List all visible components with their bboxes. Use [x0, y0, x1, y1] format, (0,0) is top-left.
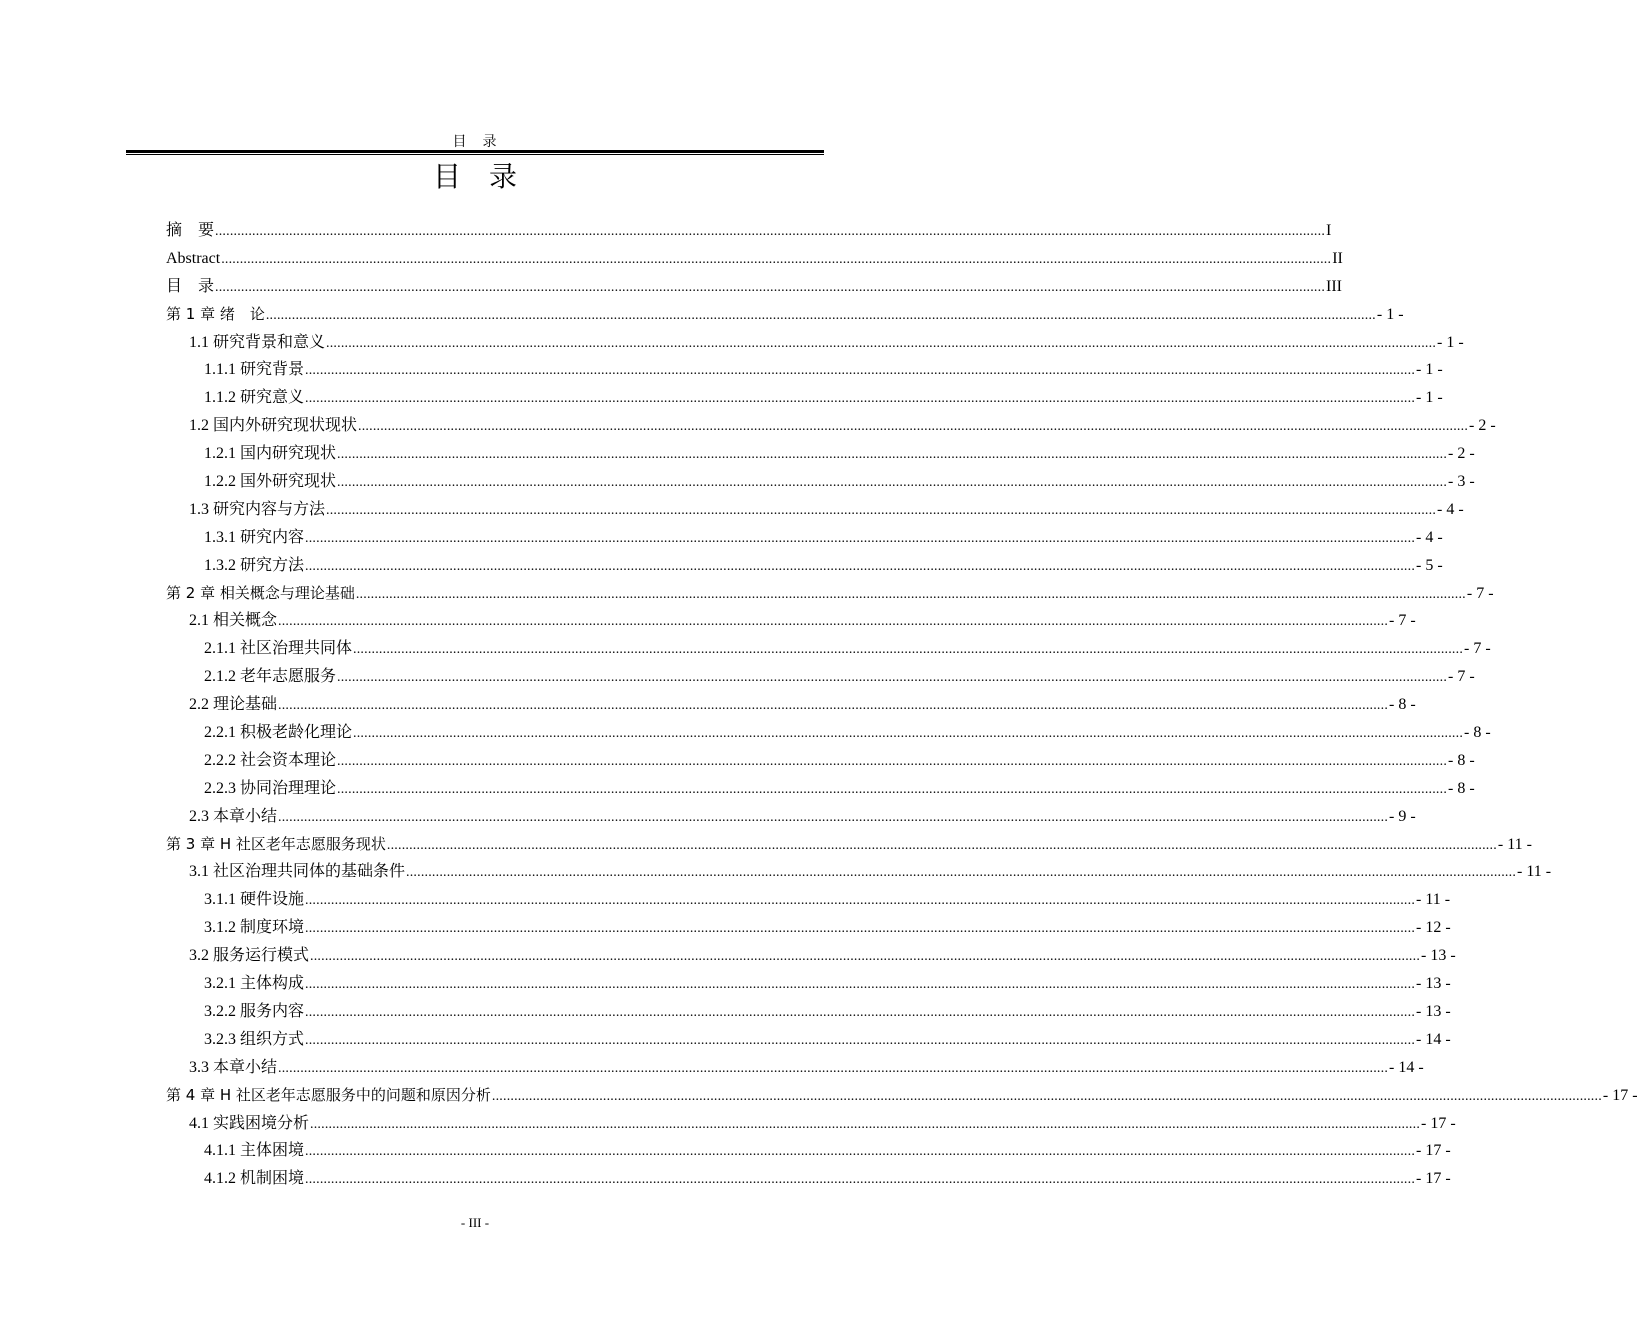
toc-entry[interactable]	[166, 1082, 1638, 1110]
toc-entry-label: 3.2.1 主体构成	[204, 975, 305, 993]
toc-entry[interactable]	[166, 301, 1404, 329]
toc-entry[interactable]	[166, 580, 1494, 608]
toc-entry-label: 3.3 本章小结	[189, 1058, 278, 1076]
toc-entry-page: - 11 -	[1416, 891, 1451, 909]
toc-dot-leader: ............................................................................................................................................................................................................................................................................................................	[310, 1116, 1421, 1132]
toc-entry-label: 2.1.2 老年志愿服务	[204, 668, 337, 686]
toc-entry-label: 1.2.1 国内研究现状	[204, 445, 337, 463]
toc-dot-leader: ............................................................................................................................................................................................................................................................................................................	[353, 642, 1464, 658]
toc-entry[interactable]	[166, 719, 1491, 747]
toc-entry-label: 1.1.1 研究背景	[204, 361, 305, 379]
toc-entry-page: - 1 -	[1416, 389, 1443, 407]
toc-dot-leader: ............................................................................................................................................................................................................................................................................................................	[305, 893, 1416, 909]
toc-entry-label: 2.2.3 协同治理理论	[204, 779, 337, 797]
toc-entry[interactable]	[166, 970, 1451, 998]
toc-entry-label: 1.1.2 研究意义	[204, 389, 305, 407]
toc-entry-page: - 7 -	[1389, 612, 1416, 630]
toc-entry-page: - 1 -	[1416, 361, 1443, 379]
toc-entry-label: Abstract	[166, 249, 221, 267]
toc-entry-label: 第 4 章 H 社区老年志愿服务中的问题和原因分析	[166, 1085, 491, 1104]
toc-entry[interactable]	[166, 914, 1451, 942]
toc-entry-page: - 4 -	[1416, 528, 1443, 546]
toc-entry[interactable]	[166, 356, 1443, 384]
toc-entry-label: 1.3.1 研究内容	[204, 528, 305, 546]
toc-entry-label: 1.2 国内外研究现状现状	[189, 417, 358, 435]
toc-entry-page: - 17 -	[1416, 1170, 1451, 1188]
toc-entry-page: - 7 -	[1448, 668, 1475, 686]
toc-entry-page: - 8 -	[1448, 751, 1475, 769]
toc-entry[interactable]	[166, 747, 1475, 775]
table-of-contents	[166, 217, 1638, 1193]
toc-entry-page: - 2 -	[1448, 445, 1475, 463]
toc-dot-leader: ............................................................................................................................................................................................................................................................................................................	[337, 447, 1448, 463]
toc-entry-label: 4.1 实践困境分析	[189, 1114, 310, 1132]
toc-entry-page: - 17 -	[1421, 1114, 1456, 1132]
toc-dot-leader: ............................................................................................................................................................................................................................................................................................................	[265, 307, 1376, 323]
toc-entry-label: 2.2.2 社会资本理论	[204, 751, 337, 769]
toc-entry-page: - 13 -	[1421, 947, 1456, 965]
toc-dot-leader: ............................................................................................................................................................................................................................................................................................................	[305, 921, 1416, 937]
toc-entry-page: - 13 -	[1416, 1002, 1451, 1020]
toc-entry-label: 1.2.2 国外研究现状	[204, 473, 337, 491]
toc-dot-leader: ............................................................................................................................................................................................................................................................................................................	[337, 753, 1448, 769]
toc-dot-leader: ............................................................................................................................................................................................................................................................................................................	[215, 224, 1326, 239]
toc-entry-page: - 3 -	[1448, 473, 1475, 491]
toc-dot-leader: ............................................................................................................................................................................................................................................................................................................	[386, 837, 1497, 853]
toc-entry-page: - 7 -	[1466, 584, 1494, 602]
toc-entry[interactable]	[166, 412, 1496, 440]
toc-entry[interactable]	[166, 1137, 1451, 1165]
toc-dot-leader: ............................................................................................................................................................................................................................................................................................................	[353, 726, 1464, 742]
toc-dot-leader: ............................................................................................................................................................................................................................................................................................................	[221, 251, 1332, 267]
toc-entry-page: - 11 -	[1517, 863, 1552, 881]
toc-entry-label: 2.1 相关概念	[189, 612, 278, 630]
toc-entry-page: - 14 -	[1416, 1030, 1451, 1048]
page-number-footer: - III -	[460, 1215, 490, 1230]
toc-entry[interactable]	[166, 886, 1451, 914]
toc-dot-leader: ............................................................................................................................................................................................................................................................................................................	[326, 502, 1437, 518]
toc-entry-page: - 13 -	[1416, 975, 1451, 993]
toc-entry[interactable]	[166, 831, 1532, 859]
toc-dot-leader: ............................................................................................................................................................................................................................................................................................................	[305, 1144, 1416, 1160]
toc-entry-label: 3.2 服务运行模式	[189, 947, 310, 965]
toc-entry-label: 1.1 研究背景和意义	[189, 333, 326, 351]
toc-entry[interactable]	[166, 691, 1416, 719]
toc-dot-leader: ............................................................................................................................................................................................................................................................................................................	[215, 279, 1326, 295]
toc-entry[interactable]	[166, 273, 1342, 301]
toc-entry[interactable]	[166, 524, 1443, 552]
running-header: 目 录	[452, 135, 498, 150]
toc-dot-leader: ............................................................................................................................................................................................................................................................................................................	[491, 1088, 1602, 1104]
toc-entry[interactable]	[166, 384, 1443, 412]
toc-entry[interactable]	[166, 803, 1416, 831]
toc-entry-page: I	[1326, 222, 1332, 239]
toc-entry[interactable]	[166, 775, 1475, 803]
toc-dot-leader: ............................................................................................................................................................................................................................................................................................................	[278, 1060, 1389, 1076]
toc-entry-label: 第 1 章 绪 论	[166, 304, 265, 323]
toc-dot-leader: ............................................................................................................................................................................................................................................................................................................	[305, 1032, 1416, 1048]
toc-entry-label: 4.1.2 机制困境	[204, 1170, 305, 1188]
toc-entry-label: 2.2.1 积极老龄化理论	[204, 724, 353, 742]
toc-dot-leader: ............................................................................................................................................................................................................................................................................................................	[406, 865, 1517, 881]
toc-entry[interactable]	[166, 607, 1416, 635]
toc-entry[interactable]	[166, 440, 1475, 468]
toc-entry-label: 摘 要	[166, 222, 215, 239]
toc-entry[interactable]	[166, 635, 1491, 663]
toc-dot-leader: ............................................................................................................................................................................................................................................................................................................	[305, 530, 1416, 546]
toc-dot-leader: ............................................................................................................................................................................................................................................................................................................	[278, 698, 1389, 714]
toc-entry-page: III	[1326, 277, 1342, 295]
page-title: 目 录	[432, 160, 517, 193]
toc-entry[interactable]	[166, 1165, 1451, 1193]
toc-entry-label: 3.1.1 硬件设施	[204, 891, 305, 909]
toc-entry[interactable]	[166, 1110, 1456, 1138]
toc-entry[interactable]	[166, 468, 1475, 496]
toc-dot-leader: ............................................................................................................................................................................................................................................................................................................	[278, 809, 1389, 825]
toc-dot-leader: ............................................................................................................................................................................................................................................................................................................	[305, 558, 1416, 574]
toc-entry-page: - 1 -	[1376, 305, 1404, 323]
toc-entry-label: 3.2.3 组织方式	[204, 1030, 305, 1048]
toc-entry-label: 1.3 研究内容与方法	[189, 500, 326, 518]
toc-entry-page: - 8 -	[1448, 779, 1475, 797]
toc-dot-leader: ............................................................................................................................................................................................................................................................................................................	[337, 475, 1448, 491]
toc-entry[interactable]	[166, 1026, 1451, 1054]
toc-dot-leader: ............................................................................................................................................................................................................................................................................................................	[355, 586, 1466, 602]
toc-dot-leader: ............................................................................................................................................................................................................................................................................................................	[358, 419, 1469, 435]
toc-dot-leader: ............................................................................................................................................................................................................................................................................................................	[305, 1004, 1416, 1020]
toc-entry-label: 目 录	[166, 277, 215, 295]
toc-entry[interactable]	[166, 1054, 1424, 1082]
toc-dot-leader: ............................................................................................................................................................................................................................................................................................................	[305, 391, 1416, 407]
toc-entry-label: 4.1.1 主体困境	[204, 1142, 305, 1160]
toc-entry-page: - 1 -	[1437, 333, 1464, 351]
toc-entry[interactable]	[166, 496, 1464, 524]
toc-entry-label: 第 2 章 相关概念与理论基础	[166, 583, 355, 602]
toc-entry-page: - 8 -	[1464, 724, 1491, 742]
header-rule-thin	[126, 154, 824, 155]
toc-entry[interactable]	[166, 329, 1464, 357]
toc-entry-label: 2.1.1 社区治理共同体	[204, 640, 353, 658]
toc-entry-label: 3.1.2 制度环境	[204, 919, 305, 937]
toc-dot-leader: ............................................................................................................................................................................................................................................................................................................	[305, 363, 1416, 379]
toc-dot-leader: ............................................................................................................................................................................................................................................................................................................	[326, 335, 1437, 351]
toc-entry[interactable]	[166, 663, 1475, 691]
toc-entry-page: - 12 -	[1416, 919, 1451, 937]
toc-entry-page: - 8 -	[1389, 696, 1416, 714]
toc-entry[interactable]	[166, 858, 1552, 886]
toc-entry-page: - 17 -	[1416, 1142, 1451, 1160]
toc-dot-leader: ............................................................................................................................................................................................................................................................................................................	[337, 781, 1448, 797]
toc-entry-page: - 7 -	[1464, 640, 1491, 658]
toc-entry[interactable]	[166, 552, 1443, 580]
header-rule-thick	[126, 150, 824, 153]
toc-dot-leader: ............................................................................................................................................................................................................................................................................................................	[305, 977, 1416, 993]
toc-dot-leader: ............................................................................................................................................................................................................................................................................................................	[278, 614, 1389, 630]
toc-entry-page: II	[1332, 249, 1343, 267]
toc-entry-page: - 4 -	[1437, 500, 1464, 518]
toc-entry-page: - 5 -	[1416, 556, 1443, 574]
toc-entry-page: - 17 -	[1602, 1086, 1638, 1104]
toc-entry-label: 2.3 本章小结	[189, 807, 278, 825]
toc-entry-label: 3.2.2 服务内容	[204, 1002, 305, 1020]
toc-entry[interactable]	[166, 245, 1343, 273]
toc-entry-label: 1.3.2 研究方法	[204, 556, 305, 574]
toc-entry[interactable]	[166, 942, 1456, 970]
toc-entry[interactable]	[166, 217, 1332, 245]
toc-entry-page: - 9 -	[1389, 807, 1416, 825]
toc-dot-leader: ............................................................................................................................................................................................................................................................................................................	[310, 949, 1421, 965]
toc-entry[interactable]	[166, 998, 1451, 1026]
toc-entry-label: 第 3 章 H 社区老年志愿服务现状	[166, 834, 386, 853]
toc-dot-leader: ............................................................................................................................................................................................................................................................................................................	[305, 1172, 1416, 1188]
toc-entry-page: - 2 -	[1469, 417, 1496, 435]
toc-entry-page: - 11 -	[1497, 835, 1532, 853]
toc-dot-leader: ............................................................................................................................................................................................................................................................................................................	[337, 670, 1448, 686]
toc-entry-label: 2.2 理论基础	[189, 696, 278, 714]
toc-entry-page: - 14 -	[1389, 1058, 1424, 1076]
toc-entry-label: 3.1 社区治理共同体的基础条件	[189, 863, 406, 881]
